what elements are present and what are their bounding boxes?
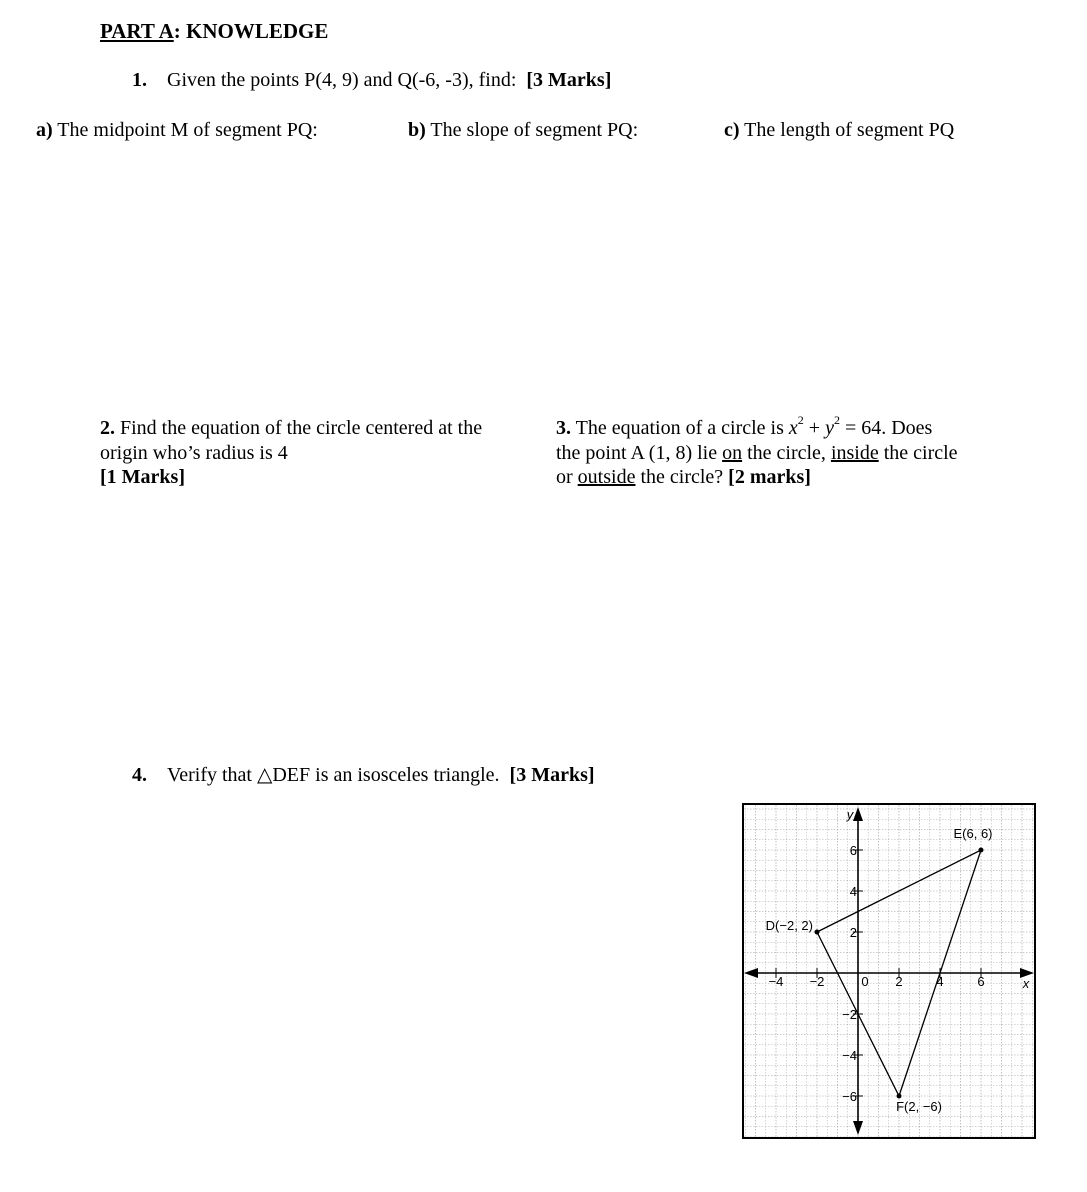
exp-x: 2 [797,413,804,428]
question-1-marks: [3 Marks] [526,69,612,91]
question-3-line3a: or [556,466,578,488]
question-1c-label: c) [724,119,740,141]
question-1b-label: b) [408,119,426,141]
grid [744,805,1034,1137]
y-tick-label: −6 [842,1089,857,1104]
question-4-number: 4. [132,764,147,786]
y-axis-label: y [846,807,854,822]
x-axis-left-arrow [744,968,758,978]
coordinate-graph [742,803,1036,1139]
y-tick-label: 2 [849,925,857,940]
question-1a-text: The midpoint M of segment PQ: [52,119,318,141]
question-2 [100,416,482,490]
exp-y: 2 [833,413,840,428]
var-y: y [825,417,834,439]
question-2-marks: [1 Marks] [100,466,185,488]
option-inside: inside [830,441,879,464]
y-axis-down-arrow [853,1121,863,1135]
question-3-line2c: the circle [878,441,958,464]
y-tick-label: −4 [842,1048,857,1063]
part-name: : KNOWLEDGE [173,19,329,43]
x-axis-label: x [1022,976,1030,991]
x-tick-label: 2 [895,974,903,989]
x-tick-label: −4 [768,974,784,989]
plus-sign: + [803,417,826,439]
x-tick-label: 4 [936,974,944,989]
point-e-label: E(6, 6) [953,826,993,841]
question-3-line2b: the circle, [742,441,831,464]
option-outside: outside [577,466,636,488]
question-3-marks: [2 marks] [728,466,811,488]
part-title [100,19,328,44]
question-3-number: 3. [556,417,571,439]
part-label: PART A [100,19,174,43]
question-3-line2a: the point A (1, 8) lie [556,441,723,464]
point-d-label: D(−2, 2) [765,918,813,933]
tick-labels [766,807,1030,1114]
question-1c-text: The length of segment PQ [739,119,955,141]
question-1-number: 1. [132,69,147,91]
point-f-label: F(2, −6) [896,1099,942,1114]
question-4-marks: [3 Marks] [509,764,595,786]
graph-canvas [744,805,1034,1137]
question-1a-label: a) [36,119,53,141]
question-3-text: The equation of a circle is [571,417,789,439]
question-3 [556,413,958,490]
origin-label: 0 [861,974,869,989]
point-e-marker [979,848,984,853]
x-tick-label: 6 [977,974,985,989]
question-2-line2: origin who’s radius is 4 [100,441,288,464]
question-1 [132,69,611,92]
question-1b-text: The slope of segment PQ: [425,119,639,141]
point-d-marker [815,930,820,935]
question-2-number: 2. [100,417,115,439]
y-tick-label: −2 [842,1007,857,1022]
point-f-marker [897,1094,902,1099]
y-tick-label: 4 [849,884,857,899]
equation-rhs: = 64. Does [839,417,933,439]
question-3-line3b: the circle? [635,466,729,488]
question-1c [724,119,954,142]
question-1a [36,119,318,142]
question-4-text: Verify that △DEF is an isosceles triangle. [167,764,500,786]
y-tick-label: 6 [849,843,857,858]
x-tick-label: −2 [809,974,825,989]
option-on: on [722,441,743,464]
var-x: x [788,417,798,439]
question-2-line1: Find the equation of the circle centered at the [115,417,483,439]
question-4 [132,762,595,787]
question-1b [408,119,638,142]
question-1-text: Given the points P(4, 9) and Q(-6, -3), find: [167,69,517,91]
